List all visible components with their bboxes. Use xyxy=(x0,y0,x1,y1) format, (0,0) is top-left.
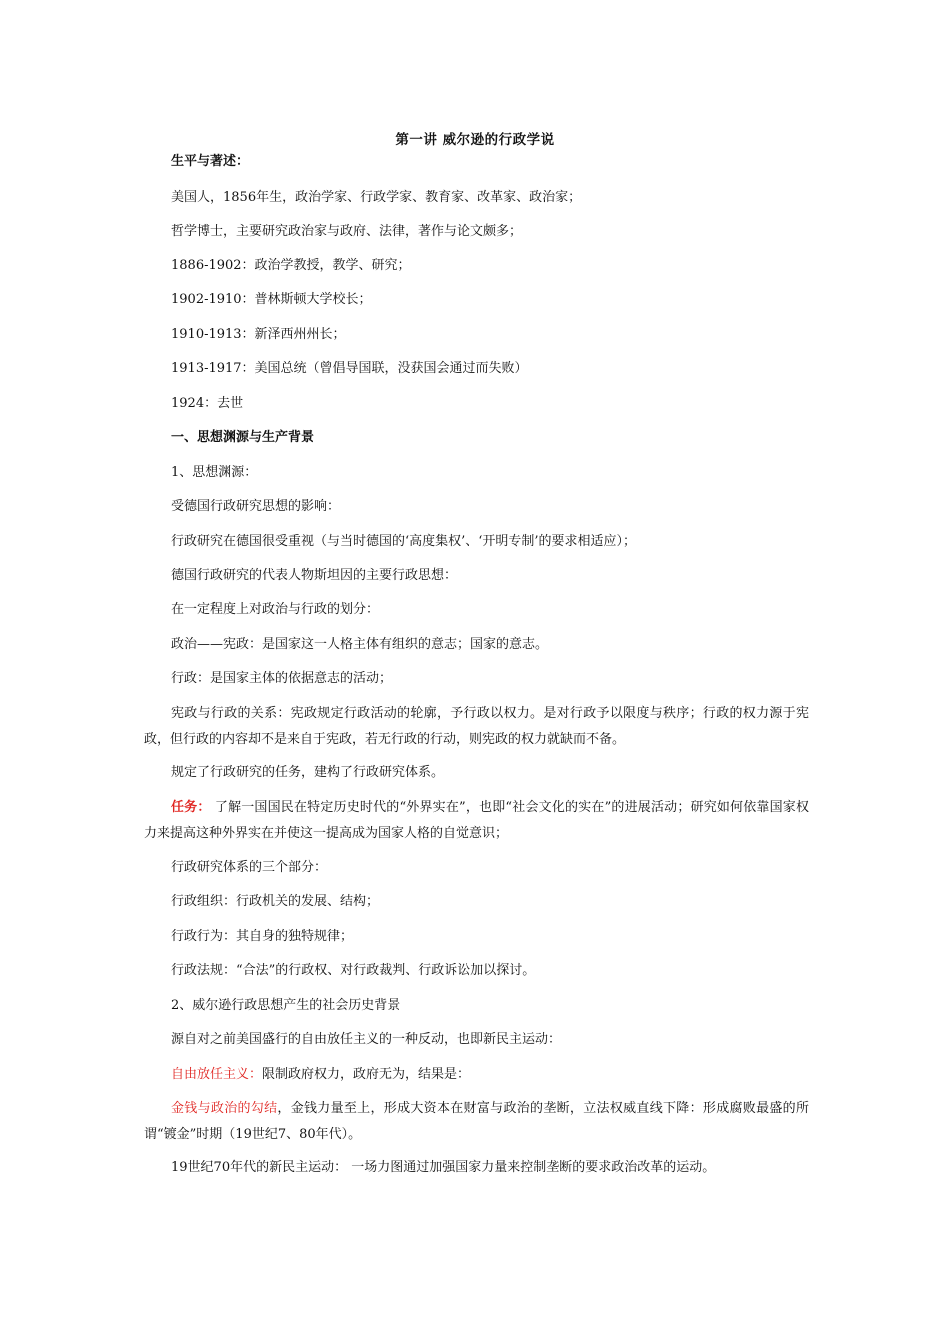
task-text: 了解一国国民在特定历史时代的“外界实在”，也即“社会文化的实在”的进展活动；研究如何依靠国家权力来提高这种外界实在并使这一提高成为国家人格的自觉意识； xyxy=(144,800,809,841)
bio-line: 1924：去世 xyxy=(171,396,244,411)
body-line: 行政组织：行政机关的发展、结构； xyxy=(171,894,380,909)
body-line: 2、威尔逊行政思想产生的社会历史背景 xyxy=(171,998,401,1013)
body-line: 源自对之前美国盛行的自由放任主义的一种反动，也即新民主运动： xyxy=(171,1032,562,1047)
laissez-line xyxy=(171,1066,470,1084)
laissez-label: 自由放任主义： xyxy=(171,1067,263,1082)
body-line: 德国行政研究的代表人物斯坦因的主要行政思想： xyxy=(171,568,458,583)
body-line: 行政行为：其自身的独特规律； xyxy=(171,929,354,944)
body-line: 行政研究在德国很受重视（与当时德国的‘高度集权’、‘开明专制’的要求相适应）； xyxy=(171,534,637,549)
body-line: 在一定程度上对政治与行政的划分： xyxy=(171,602,380,617)
task-label: 任务： xyxy=(171,800,211,815)
task-paragraph xyxy=(144,795,809,847)
bio-line: 1886-1902：政治学教授，教学、研究； xyxy=(171,258,411,273)
money-paragraph xyxy=(144,1096,809,1148)
body-line: 政治——宪政：是国家这一人格主体有组织的意志；国家的意志。 xyxy=(171,637,549,652)
money-label: 金钱与政治的勾结 xyxy=(171,1101,278,1116)
relation-paragraph: 宪政与行政的关系：宪政规定行政活动的轮廓，予行政以权力。是对行政予以限度与秩序；行政的权力源于宪政，但行政的内容却不是来自于宪政，若无行政的行动，则宪政的权力就缺而不备。 xyxy=(144,706,809,747)
body-line: 行政：是国家主体的依据意志的活动； xyxy=(171,671,393,686)
body-line: 行政法规：“合法”的行政权、对行政裁判、行政诉讼加以探讨。 xyxy=(171,963,536,978)
money-text: ，金钱力量至上，形成大资本在财富与政治的垄断，立法权威直线下降：形成腐败最盛的所谓“镀金”时期（19世纪7、80年代）。 xyxy=(144,1101,809,1142)
body-line: 规定了行政研究的任务，建构了行政研究体系。 xyxy=(171,765,445,780)
body-line: 19世纪70年代的新民主运动： 一场力图通过加强国家力量来控制垄断的要求政治改革的运动。 xyxy=(171,1160,716,1175)
bio-line: 1902-1910：普林斯顿大学校长； xyxy=(171,292,372,307)
body-line: 行政研究体系的三个部分： xyxy=(171,860,328,875)
bio-line: 哲学博士，主要研究政治家与政府、法律，著作与论文颇多； xyxy=(171,224,523,239)
bio-heading: 生平与著述： xyxy=(171,154,250,169)
page-title: 第一讲 威尔逊的行政学说 xyxy=(395,132,555,148)
bio-line: 1910-1913：新泽西州州长； xyxy=(171,327,346,342)
section-heading: 一、思想渊源与生产背景 xyxy=(171,430,315,445)
laissez-text: 限制政府权力，政府无为，结果是： xyxy=(262,1067,471,1082)
body-line: 1、思想渊源： xyxy=(171,465,258,480)
bio-line: 美国人，1856年生，政治学家、行政学家、教育家、改革家、政治家； xyxy=(171,190,582,205)
body-line: 受德国行政研究思想的影响： xyxy=(171,499,341,514)
bio-line: 1913-1917：美国总统（曾倡导国联，没获国会通过而失败） xyxy=(171,361,528,376)
